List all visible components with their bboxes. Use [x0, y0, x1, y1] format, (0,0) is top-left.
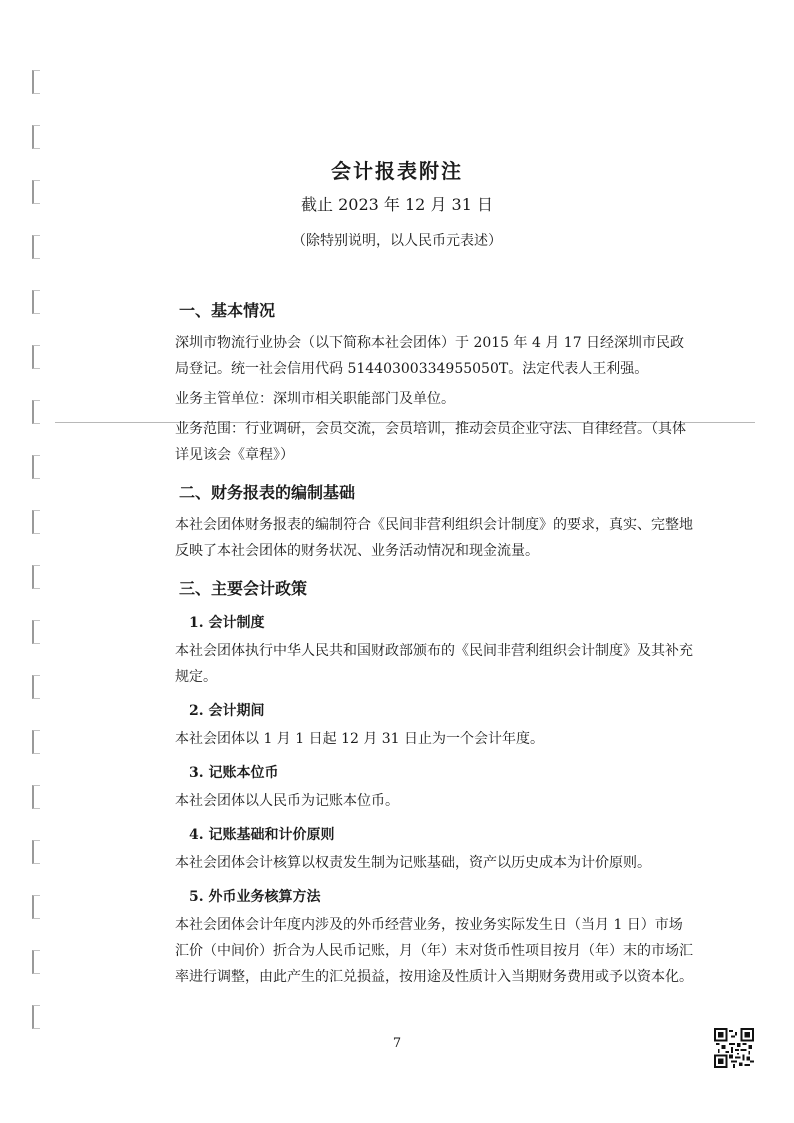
- currency-note: （除特别说明，以人民币元表述）: [292, 233, 502, 249]
- paragraph: 本社会团体财务报表的编制符合《民间非营利组织会计制度》的要求，真实、完整地反映了本社会团体的财务状况、业务活动情况和现金流量。: [175, 517, 693, 559]
- policy-item-title: 4. 记账基础和计价原则: [189, 827, 335, 843]
- section-basic-info: [175, 298, 695, 468]
- section-accounting-policies: [175, 576, 695, 990]
- policy-item-text: 本社会团体以人民币为记账本位币。: [175, 793, 399, 809]
- policy-item-title: 3. 记账本位币: [189, 765, 279, 781]
- section-heading: 三、主要会计政策: [179, 579, 308, 598]
- policy-item-title: 2. 会计期间: [189, 703, 265, 719]
- policy-item-text: 本社会团体会计核算以权责发生制为记账基础，资产以历史成本为计价原则。: [175, 855, 651, 871]
- qr-code-icon: [714, 1028, 754, 1068]
- policy-item-title: 1. 会计制度: [189, 615, 265, 631]
- section-heading: 二、财务报表的编制基础: [179, 483, 356, 502]
- page-number: 7: [392, 1036, 402, 1051]
- policy-item-title: 5. 外币业务核算方法: [189, 889, 321, 905]
- paragraph: 深圳市物流行业协会（以下简称本社会团体）于 2015 年 4 月 17 日经深圳市民政局登记。统一社会信用代码 51440300334955050T。法定代表人王利强。: [175, 335, 685, 377]
- section-heading: 一、基本情况: [179, 301, 276, 320]
- page-title: 会计报表附注: [331, 159, 463, 183]
- section-basis-of-preparation: [175, 480, 695, 564]
- paragraph: 业务范围：行业调研，会员交流，会员培训，推动会员企业守法、自律经营。（具体详见该会《章程》）: [175, 421, 686, 463]
- policy-item-text: 本社会团体执行中华人民共和国财政部颁布的《民间非营利组织会计制度》及其补充规定。: [175, 643, 693, 685]
- policy-item-text: 本社会团体以 1 月 1 日起 12 月 31 日止为一个会计年度。: [175, 731, 545, 747]
- policy-item-text: 本社会团体会计年度内涉及的外币经营业务，按业务实际发生日（当月 1 日）市场汇价（中间价）折合为人民币记账，月（年）末对货币性项目按月（年）末的市场汇率进行调整，由此产生的汇兑损益，按用途及性质计入当期财务费用或予以资本化。: [175, 917, 693, 985]
- page-subtitle: 截止 2023 年 12 月 31 日: [301, 195, 493, 214]
- paragraph: 业务主管单位：深圳市相关职能部门及单位。: [175, 391, 455, 407]
- notes-content: [175, 298, 695, 1002]
